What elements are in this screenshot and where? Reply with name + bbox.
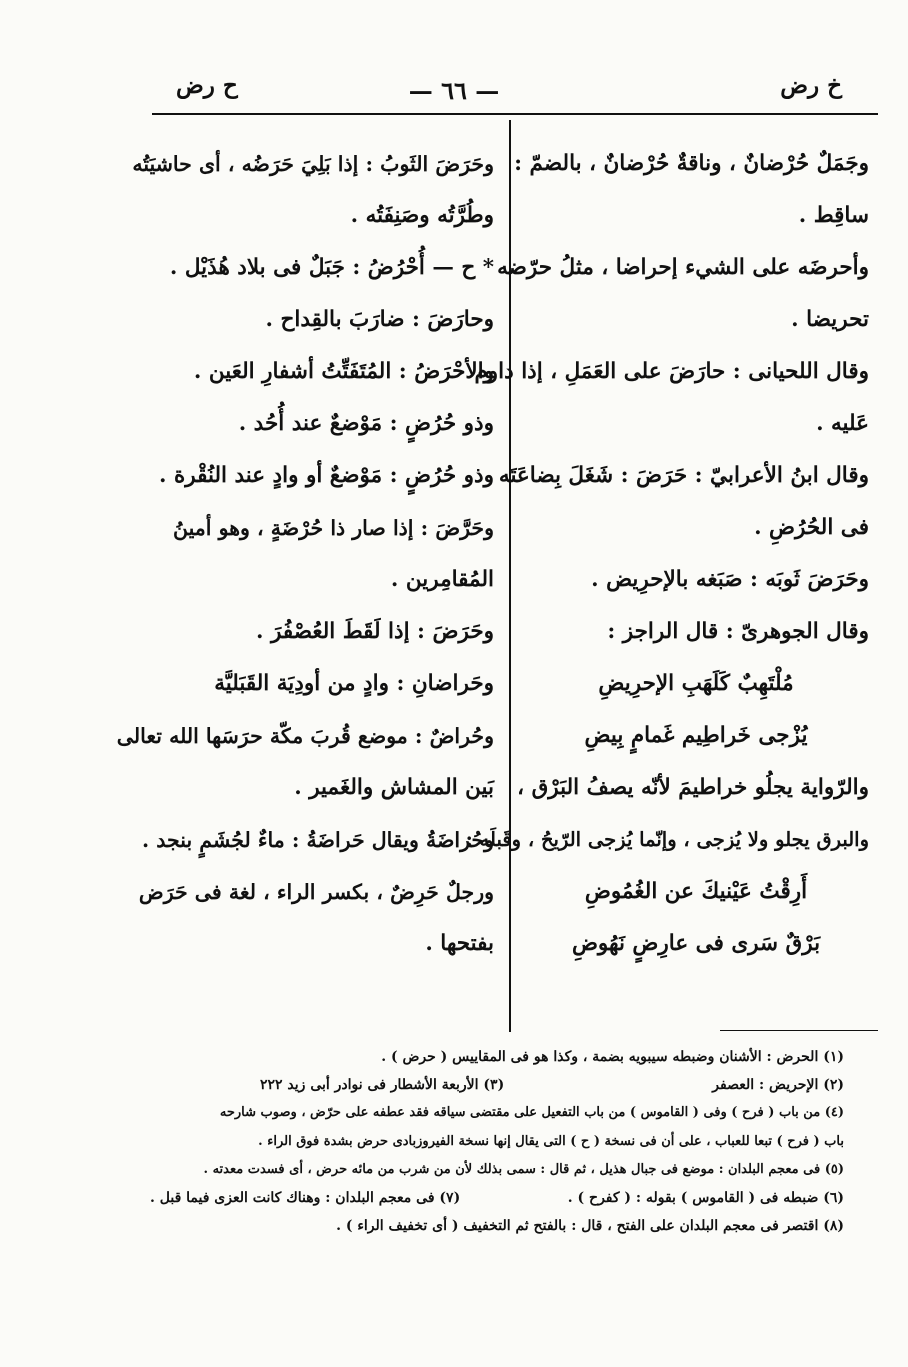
text-line: والبرق يجلو ولا يُزجى ، وإنّما يُزجى الرّيحُ ، وقَبلَه : xyxy=(465,828,869,851)
verse-line: يُزْجى خَراطِيم غَمامٍ بِيضِ xyxy=(584,723,808,748)
text-line: وحَرَّضَ : إذا صار ذا حُرْضَةٍ ، وهو أمينُ xyxy=(173,516,494,540)
text-line: وحَرَضَ ثَوبَه : صَبَغه بالإحرِيض . xyxy=(591,567,869,592)
footnote-3: (٣) الأربعة الأشطار فى نوادر أبى زيد ٢٢٢ xyxy=(260,1077,505,1094)
verse-line: بَرْقٌ سَرى فى عارِضٍ نَهُوضِ xyxy=(571,931,821,956)
footnote-4-continued: باب ( فرح ) تبعا للعباب ، على أن فى نسخة ( ح ) التى يقال إنها نسخة الفيروزبادى حرض بشدة فوق الراء . xyxy=(258,1133,844,1149)
text-line: وطُرَّتُه وصَنِفَتُه . xyxy=(350,203,494,228)
text-line: وذو حُرُضٍ : مَوْضعٌ عند أُحُد . xyxy=(238,411,494,436)
footnote-2: (٢) الإحريض : العصفر xyxy=(712,1077,844,1094)
text-line: وجَمَلٌ حُرْضانٌ ، وناقةٌ حُرْضانٌ ، بالضمّ : xyxy=(514,151,869,176)
text-line: والرّواية يجلُو خراطيمَ لأنّه يصفُ البَرْق ، xyxy=(517,775,869,800)
footnote-rule xyxy=(720,1030,878,1031)
text-line: فى الحُرُضِ . xyxy=(754,515,869,540)
footnote-4: (٤) من باب ( فرح ) وفى ( القاموس ) من باب التفعيل على مقتضى سياقه فقد عطفه على حرّض ، وصوب شارحه xyxy=(219,1105,844,1121)
text-line: ورجلٌ حَرِضٌ ، بكسر الراء ، لغة فى حَرَض xyxy=(138,880,494,904)
text-line: وقال اللحيانى : حارَضَ على العَمَلِ ، إذا داوم xyxy=(474,359,869,384)
text-line: ساقِط . xyxy=(798,203,869,228)
header-root-left: ح رض xyxy=(176,72,238,99)
text-line: عَليه . xyxy=(816,411,869,436)
page-number: — ٦٦ — xyxy=(408,76,500,105)
text-line: وأحرضَه على الشيء إحراضا ، مثلُ حرّضه xyxy=(497,255,869,280)
header-root-right: خ رض xyxy=(780,72,842,99)
text-line: وحَرَضَ : إذا لَقَطَ العُصْفُرَ . xyxy=(255,619,494,644)
verse-line: مُلْتَهِبٌ كَلَهَبِ الإحرِيضِ xyxy=(598,671,794,696)
text-line: وحَرَضَ الثَوبُ : إذا بَلِيَ حَرَضُه ، أى حاشيَتُه xyxy=(132,152,494,176)
footnote-1: (١) الحرض : الأشنان وضبطه سيبويه بضمة ، وكذا هو فى المقاييس ( حرض ) . xyxy=(381,1049,844,1065)
text-line: المُقامِرين . xyxy=(390,567,494,592)
header-rule xyxy=(152,113,878,115)
footnote-row xyxy=(150,1071,844,1099)
left-column xyxy=(116,138,494,970)
text-line: وحارَضَ : ضارَبَ بالقِداح . xyxy=(265,307,494,332)
text-line: تحريضا . xyxy=(791,307,869,332)
entry-heading: * ح — أُحْرُضُ : جَبَلٌ فى بلاد هُذَيْل . xyxy=(169,255,494,280)
footnote-5: (٥) فى معجم البلدان : موضع فى جبال هذيل ، ثم قال : سمى بذلك لأن من شرب من مائه حرض ، أى فسدت معدته . xyxy=(203,1161,844,1177)
text-line: وحُراضَةُ ويقال حَراضَةُ : ماءٌ لجُشَمٍ بنجد . xyxy=(142,828,494,852)
footnote-row xyxy=(150,1184,844,1212)
footnote-6: (٦) ضبطه فى ( القاموس ) بقوله : ( كفرح ) . xyxy=(567,1190,844,1207)
footnote-8: (٨) اقتصر فى معجم البلدان على الفتح ، قال : بالفتح ثم التخفيف ( أى تخفيف الراء ) . xyxy=(336,1218,844,1235)
footnote-7: (٧) فى معجم البلدان : وهناك كانت العزى فيما قبل . xyxy=(150,1190,461,1207)
right-column xyxy=(465,138,869,970)
text-line: وقال الجوهرىّ : قال الراجز : xyxy=(607,619,869,644)
text-line: وذو حُرُضٍ : مَوْضعٌ أو وادٍ عند النُقْرة . xyxy=(158,463,494,488)
footnotes xyxy=(150,1043,844,1240)
text-line: والأحْرَضُ : المُتَفَتِّتُ أشفارِ العَين . xyxy=(193,359,494,384)
verse-line: أَرِقْتُ عَيْنيكَ عن الغُمُوضِ xyxy=(584,879,808,904)
text-line: وقال ابنُ الأعرابيّ : حَرَضَ : شَغَلَ بِضاعَتَه xyxy=(498,463,869,488)
text-line: وحَراضانِ : وادٍ من أودِيَة القَبَليَّة xyxy=(214,671,494,696)
text-line: بفتحها . xyxy=(425,931,494,956)
text-line: بَين المشاش والغَمير . xyxy=(294,775,494,800)
text-line: وحُراضٌ : موضع قُربَ مكّة حرَسَها الله تعالى xyxy=(116,724,494,748)
